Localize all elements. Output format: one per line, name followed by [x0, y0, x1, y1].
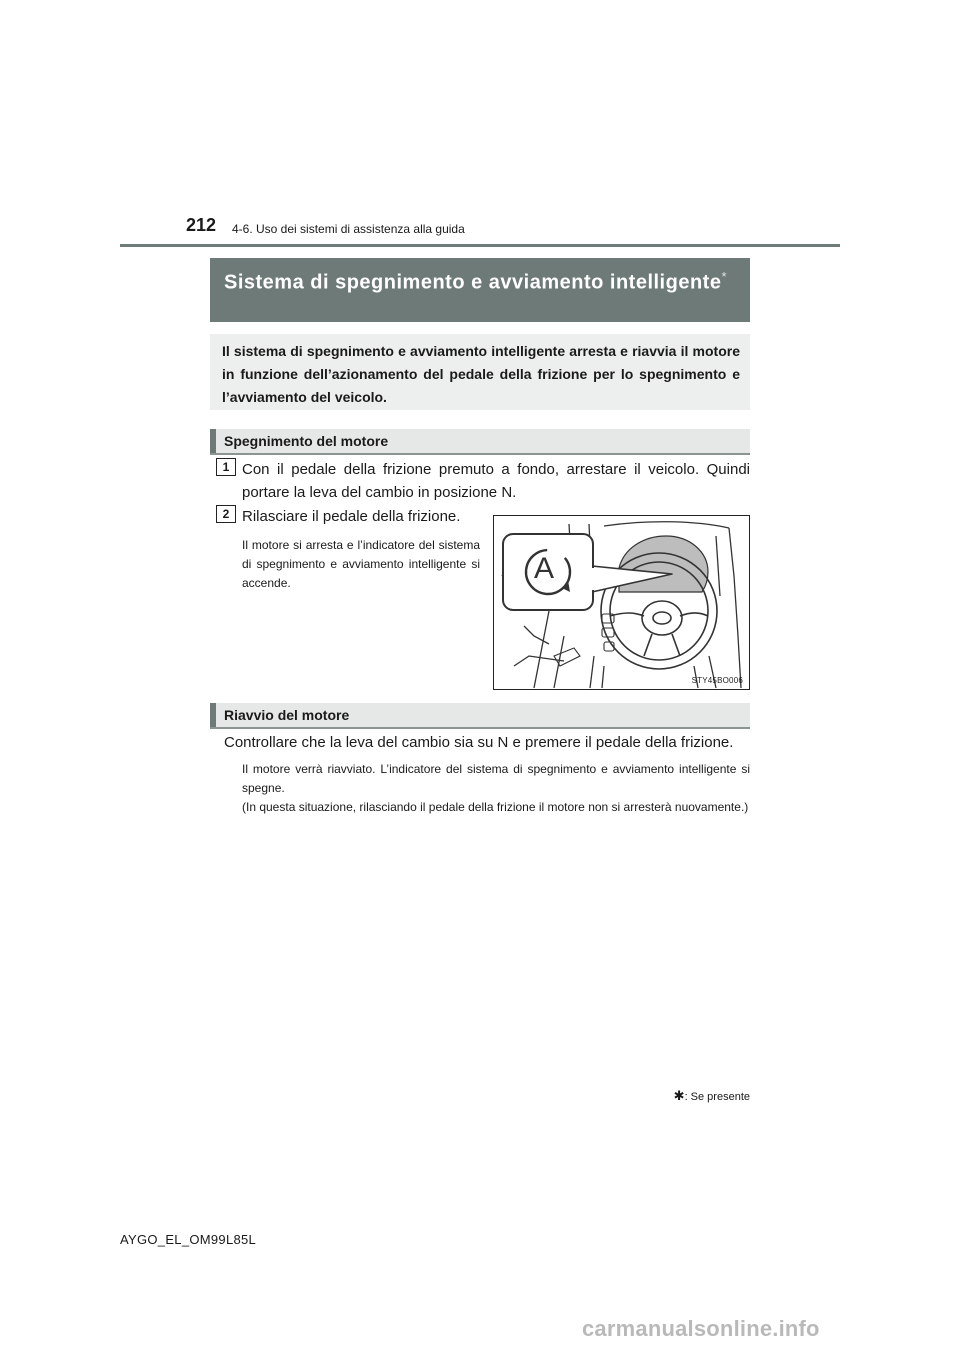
section-title-text: Sistema di spegnimento e avviamento intelligente [224, 271, 722, 294]
page-number: 212 [186, 215, 217, 235]
subheading-engine-stop-label: Spegnimento del motore [224, 433, 389, 449]
restart-instruction: Controllare che la leva del cambio sia su N e premere il pedale della frizione. [224, 734, 734, 751]
dashboard-drawing [494, 516, 750, 690]
site-watermark: carmanualsonline.info [582, 1316, 820, 1341]
restart-note-line-2: (In questa situazione, rilasciando il pedale della frizione il motore non si arresterà nuovamente.) [242, 800, 749, 814]
step-number-1: 1 [216, 458, 236, 476]
asterisk-icon: ✱ [673, 1088, 685, 1103]
restart-note-line-1: Il motore verrà riavviato. L’indicatore del sistema di spegnimento e avviamento intelligente si spegne. [242, 762, 750, 795]
steering-wheel-illustration [493, 515, 750, 690]
callout-letter: A [534, 552, 555, 585]
section-reference: 4-6. Uso dei sistemi di assistenza alla guida [232, 222, 465, 236]
subheading-engine-restart [210, 703, 750, 729]
footnote [598, 1088, 750, 1104]
section-title [210, 258, 750, 322]
asterisk-icon: * [721, 269, 728, 284]
subheading-engine-stop [210, 429, 750, 455]
restart-note [242, 760, 750, 817]
illustration-code: STY45BO006 [691, 676, 743, 685]
document-code: AYGO_EL_OM99L85L [120, 1232, 257, 1247]
footnote-text: : Se presente [684, 1091, 750, 1103]
header-rule [120, 244, 840, 247]
step-1-text: Con il pedale della frizione premuto a fondo, arrestare il veicolo. Quindi portare la leva del cambio in posizione N. [242, 461, 750, 501]
step-2-note: Il motore si arresta e l’indicatore del sistema di spegnimento e avviamento intelligente si accende. [242, 538, 480, 590]
step-2-text: Rilasciare il pedale della frizione. [242, 508, 461, 525]
subheading-engine-restart-label: Riavvio del motore [224, 707, 350, 723]
step-number-2: 2 [216, 505, 236, 523]
intro-box: Il sistema di spegnimento e avviamento intelligente arresta e riavvia il motore in funzione dell’azionamento del pedale della frizione per lo spegnimento e l’avviamento del veicolo. [210, 334, 750, 410]
